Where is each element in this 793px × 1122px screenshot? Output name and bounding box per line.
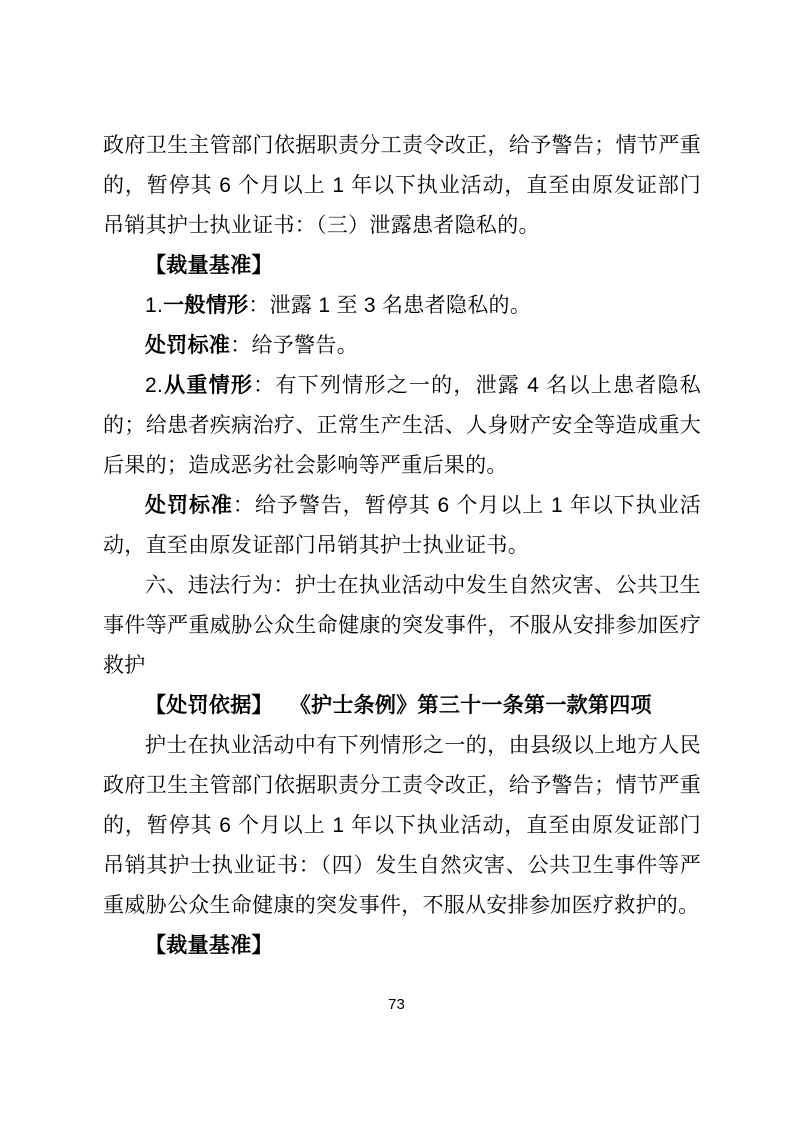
text-run: 政府卫生主管部门依据职责分工责令改正，给予警告；情节严重的，暂停其 6 个月以上 1 年以下执业活动，直至由原发证部门吊销其护士执业证书：（三）泄露患者隐私的。 bbox=[103, 134, 701, 237]
text-run: 1. bbox=[145, 294, 164, 317]
paragraph-penalty-standard-1 bbox=[103, 326, 701, 366]
paragraph-aggravated-case bbox=[103, 366, 701, 486]
paragraph-general-case bbox=[103, 286, 701, 326]
text-run: 处罚标准 bbox=[145, 334, 231, 357]
text-run: 从重情形 bbox=[163, 374, 254, 397]
paragraph-penalty-basis-continuation bbox=[103, 126, 701, 246]
paragraph-penalty-standard-2 bbox=[103, 486, 701, 566]
page-number: 73 bbox=[388, 996, 405, 1013]
text-run: ：泄露 1 至 3 名患者隐私的。 bbox=[248, 294, 532, 317]
paragraph-illegal-act-six bbox=[103, 566, 701, 686]
text-run: ：给予警告，暂停其 6 个月以上 1 年以下执业活动，直至由原发证部门吊销其护士执业证书。 bbox=[103, 494, 702, 557]
text-run: 护士在执业活动中有下列情形之一的，由县级以上地方人民政府卫生主管部门依据职责分工责令改正，给予警告；情节严重的，暂停其 6 个月以上 1 年以下执业活动，直至由原发证部门吊销其护士执业证书：（四）发生自然灾害、公共卫生事件等严重威胁公众生命健康的突发事件，不服从安排参加医疗救护的。 bbox=[103, 734, 701, 917]
text-run: 【处罚依据】 《护士条例》第三十一条第一款第四项 bbox=[145, 694, 652, 717]
text-run: 【裁量基准】 bbox=[145, 934, 273, 957]
heading-penalty-basis bbox=[103, 686, 701, 726]
heading-discretion-benchmark-1 bbox=[103, 246, 701, 286]
text-run: ：有下列情形之一的，泄露 4 名以上患者隐私的；给患者疾病治疗、正常生产生活、人身财产安全等造成重大后果的；造成恶劣社会影响等严重后果的。 bbox=[103, 374, 701, 477]
text-run: 一般情形 bbox=[163, 294, 249, 317]
heading-discretion-benchmark-2 bbox=[103, 926, 701, 966]
text-run: 【裁量基准】 bbox=[145, 254, 273, 277]
text-run: ：给予警告。 bbox=[230, 334, 359, 357]
text-run: 六、违法行为：护士在执业活动中发生自然灾害、公共卫生事件等严重威胁公众生命健康的突发事件，不服从安排参加医疗救护 bbox=[103, 574, 701, 677]
text-run: 2. bbox=[145, 374, 164, 397]
paragraph-regulation-article bbox=[103, 726, 701, 926]
text-run: 处罚标准 bbox=[145, 494, 233, 517]
document-body bbox=[103, 126, 701, 966]
